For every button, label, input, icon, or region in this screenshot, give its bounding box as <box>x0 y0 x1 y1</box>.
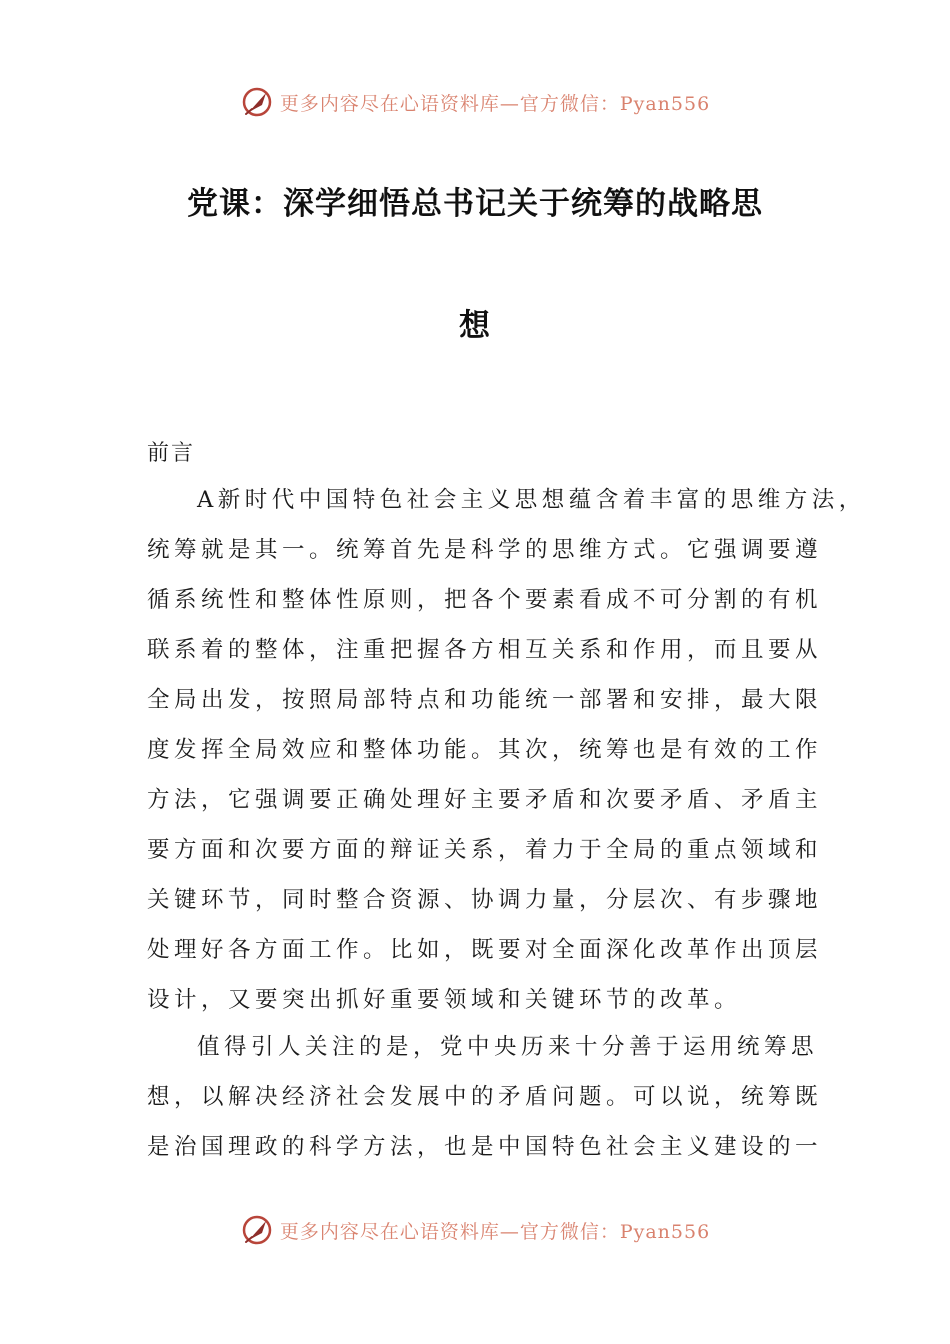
paragraph-line: 统筹就是其一。统筹首先是科学的思维方式。它强调要遵 <box>147 537 823 563</box>
paragraph-line: 循系统性和整体性原则，把各个要素看成不可分割的有机 <box>147 587 823 613</box>
paragraph-1 <box>147 475 866 1025</box>
paragraph-line: 要方面和次要方面的辩证关系，着力于全局的重点领域和 <box>147 837 823 863</box>
paragraph-line: 度发挥全局效应和整体功能。其次，统筹也是有效的工作 <box>147 737 823 763</box>
paragraph-line: 全局出发，按照局部特点和功能统一部署和安排，最大限 <box>147 687 823 713</box>
paragraph-2 <box>147 1022 823 1172</box>
paragraph-line: A新时代中国特色社会主义思想蕴含着丰富的思维方法， <box>197 487 866 513</box>
watermark-text: 更多内容尽在心语资料库—官方微信：Pyan556 <box>279 92 711 115</box>
section-label: 前言 <box>147 441 196 466</box>
paragraph-line: 方法，它强调要正确处理好主要矛盾和次要矛盾、矛盾主 <box>147 787 823 813</box>
paragraph-line: 处理好各方面工作。比如，既要对全面深化改革作出顶层 <box>147 937 823 963</box>
header-watermark <box>0 82 950 122</box>
quill-logo-icon <box>240 1213 274 1247</box>
watermark-text: 更多内容尽在心语资料库—官方微信：Pyan556 <box>279 1220 711 1243</box>
document-title-line-2: 想 <box>459 308 491 344</box>
paragraph-line: 联系着的整体，注重把握各方相互关系和作用，而且要从 <box>147 637 823 663</box>
quill-logo-icon <box>240 85 274 119</box>
paragraph-line: 是治国理政的科学方法，也是中国特色社会主义建设的一 <box>147 1134 823 1160</box>
paragraph-line: 值得引人关注的是，党中央历来十分善于运用统筹思 <box>197 1034 819 1060</box>
paragraph-line: 关键环节，同时整合资源、协调力量，分层次、有步骤地 <box>147 887 823 913</box>
paragraph-line: 设计，又要突出抓好重要领域和关键环节的改革。 <box>147 987 742 1013</box>
footer-watermark <box>0 1210 950 1250</box>
document-title-line-1: 党课：深学细悟总书记关于统筹的战略思 <box>187 186 763 222</box>
paragraph-line: 想，以解决经济社会发展中的矛盾问题。可以说，统筹既 <box>147 1084 823 1110</box>
